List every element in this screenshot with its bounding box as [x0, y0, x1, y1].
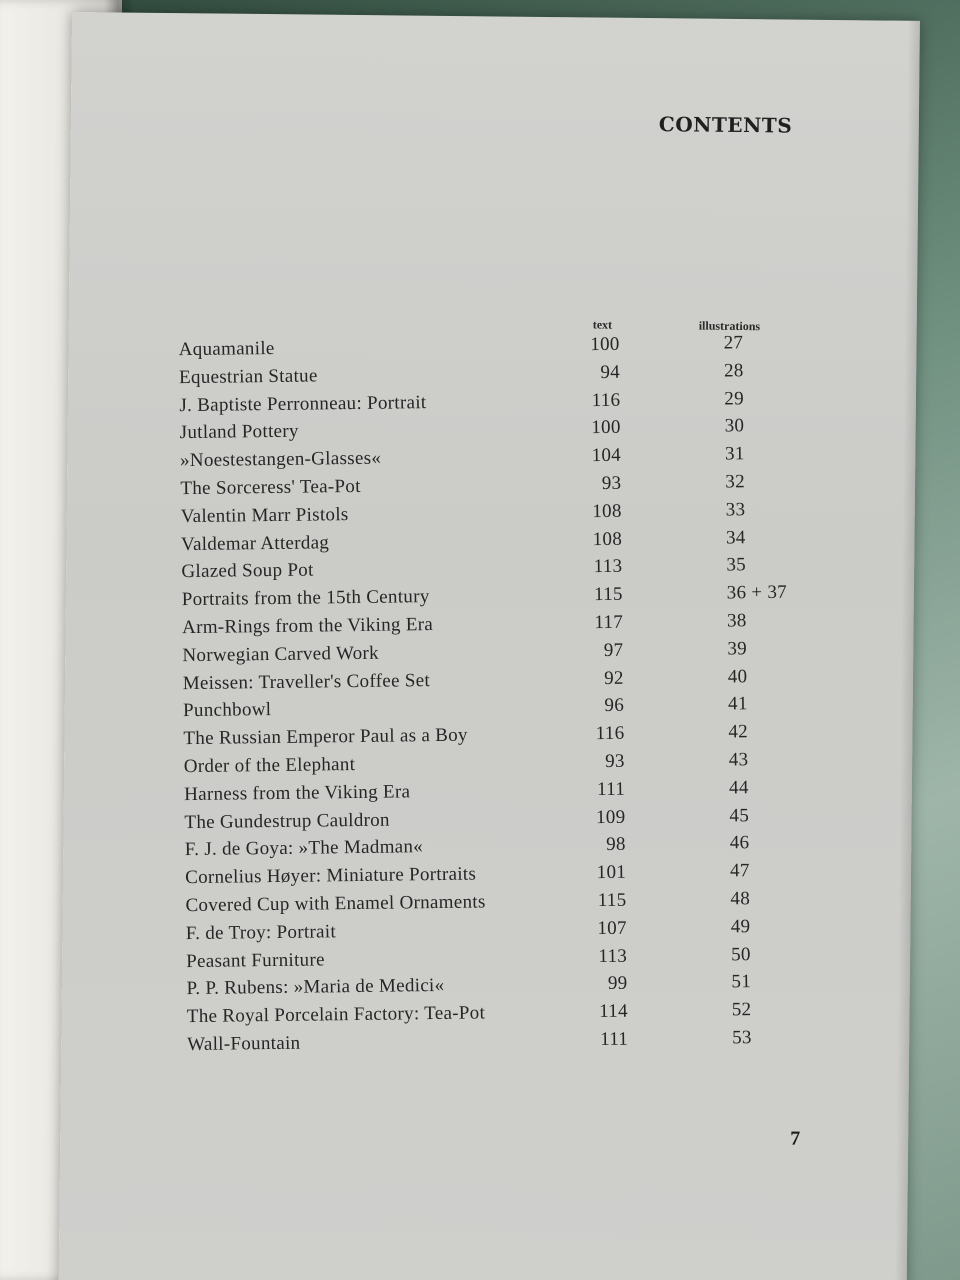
entry-title: Norwegian Carved Work — [182, 642, 380, 666]
contents-page — [58, 12, 919, 1280]
entry-title: Order of the Elephant — [183, 753, 356, 778]
entry-illustration-page: 50 — [731, 943, 751, 965]
entry-title: Aquamanile — [178, 337, 275, 361]
entry-illustration-page: 33 — [725, 499, 746, 521]
entry-text-page: 116 — [595, 722, 625, 745]
entry-text-page: 96 — [604, 695, 625, 717]
column-header-illustrations: illustrations — [698, 318, 761, 334]
entry-illustration-page: 49 — [730, 915, 751, 938]
entry-illustration-page: 27 — [723, 332, 744, 354]
entry-title: J. Baptiste Perronneau: Portrait — [179, 391, 427, 416]
entry-illustration-page: 39 — [727, 637, 748, 660]
entry-text-page: 100 — [591, 417, 621, 439]
entry-illustration-page: 53 — [732, 1027, 752, 1049]
entry-text-page: 100 — [590, 333, 620, 356]
entry-text-page: 111 — [596, 778, 626, 800]
entry-text-page: 93 — [605, 750, 625, 772]
page-edge — [894, 21, 920, 1280]
entry-title: Valdemar Atterdag — [180, 531, 330, 555]
entry-title: Covered Cup with Enamel Ornaments — [185, 891, 486, 917]
entry-illustration-page: 30 — [724, 415, 745, 437]
entry-title: Glazed Soup Pot — [181, 559, 314, 583]
entry-illustration-page: 48 — [730, 888, 751, 910]
entry-illustration-page: 28 — [723, 360, 744, 382]
page-number: 7 — [790, 1127, 801, 1150]
entry-illustration-page: 47 — [729, 860, 750, 882]
entry-title: Harness from the Viking Era — [184, 781, 411, 805]
entry-text-page: 113 — [593, 556, 623, 578]
entry-illustration-page: 38 — [726, 610, 747, 632]
entry-text-page: 111 — [600, 1028, 629, 1050]
entry-text-page: 115 — [597, 889, 627, 911]
entry-title: Valentin Marr Pistols — [180, 503, 349, 527]
entry-illustration-page: 44 — [728, 776, 749, 799]
entry-title: The Sorceress' Tea-Pot — [180, 475, 361, 500]
entry-title: Cornelius Høyer: Miniature Portraits — [185, 863, 477, 889]
entry-title: Peasant Furniture — [186, 948, 325, 972]
entry-illustration-page: 43 — [728, 749, 749, 771]
entry-title: Jutland Pottery — [179, 421, 299, 444]
entry-text-page: 93 — [601, 472, 622, 494]
entry-title: Equestrian Statue — [178, 365, 318, 388]
entry-illustration-page: 35 — [726, 554, 747, 576]
entry-title: Punchbowl — [182, 699, 272, 722]
entry-illustration-page: 40 — [727, 665, 748, 688]
entry-illustration-page: 42 — [728, 721, 749, 743]
entry-text-page: 116 — [591, 389, 621, 411]
entry-illustration-page: 52 — [731, 999, 752, 1021]
entry-title: Arm-Rings from the Viking Era — [181, 614, 434, 639]
entry-text-page: 107 — [597, 917, 627, 939]
page-title: CONTENTS — [658, 112, 793, 138]
entry-text-page: 108 — [592, 500, 622, 522]
entry-title: The Royal Porcelain Factory: Tea-Pot — [186, 1002, 486, 1028]
entry-text-page: 113 — [598, 945, 628, 967]
entry-title: »Noestestangen-Glasses« — [179, 447, 382, 472]
entry-illustration-page: 29 — [724, 387, 745, 410]
entry-title: The Russian Emperor Paul as a Boy — [183, 724, 468, 750]
entry-title: Meissen: Traveller's Coffee Set — [182, 669, 431, 694]
entry-title: The Gundestrup Cauldron — [184, 809, 390, 833]
entry-title: F. J. de Goya: »The Madman« — [184, 836, 424, 861]
entry-illustration-page: 41 — [727, 693, 748, 715]
entry-title: Wall-Fountain — [187, 1032, 301, 1056]
entry-text-page: 115 — [593, 583, 623, 606]
entry-text-page: 94 — [600, 361, 621, 383]
entry-text-page: 114 — [598, 1000, 628, 1023]
column-header-text: text — [592, 317, 613, 332]
entry-text-page: 109 — [595, 806, 626, 828]
entry-illustration-page: 32 — [725, 471, 746, 493]
entry-title: Portraits from the 15th Century — [181, 586, 430, 611]
entry-illustration-page: 31 — [724, 443, 745, 465]
entry-title: F. de Troy: Portrait — [185, 920, 337, 944]
entry-text-page: 97 — [603, 639, 624, 661]
entry-title: P. P. Rubens: »Maria de Medici« — [186, 975, 445, 1000]
entry-text-page: 98 — [606, 834, 626, 856]
contents-list — [179, 332, 808, 1062]
entry-text-page: 108 — [592, 528, 623, 550]
entry-text-page: 92 — [604, 667, 624, 689]
entry-illustration-page: 46 — [729, 832, 750, 854]
entry-text-page: 101 — [596, 861, 627, 884]
entry-illustration-page: 45 — [729, 804, 750, 826]
entry-text-page: 117 — [594, 611, 624, 634]
entry-text-page: 99 — [607, 973, 628, 995]
entry-text-page: 104 — [591, 444, 622, 467]
entry-illustration-page: 51 — [731, 971, 752, 993]
entry-illustration-page: 34 — [725, 526, 746, 549]
entry-illustration-page: 36 + 37 — [726, 581, 788, 604]
